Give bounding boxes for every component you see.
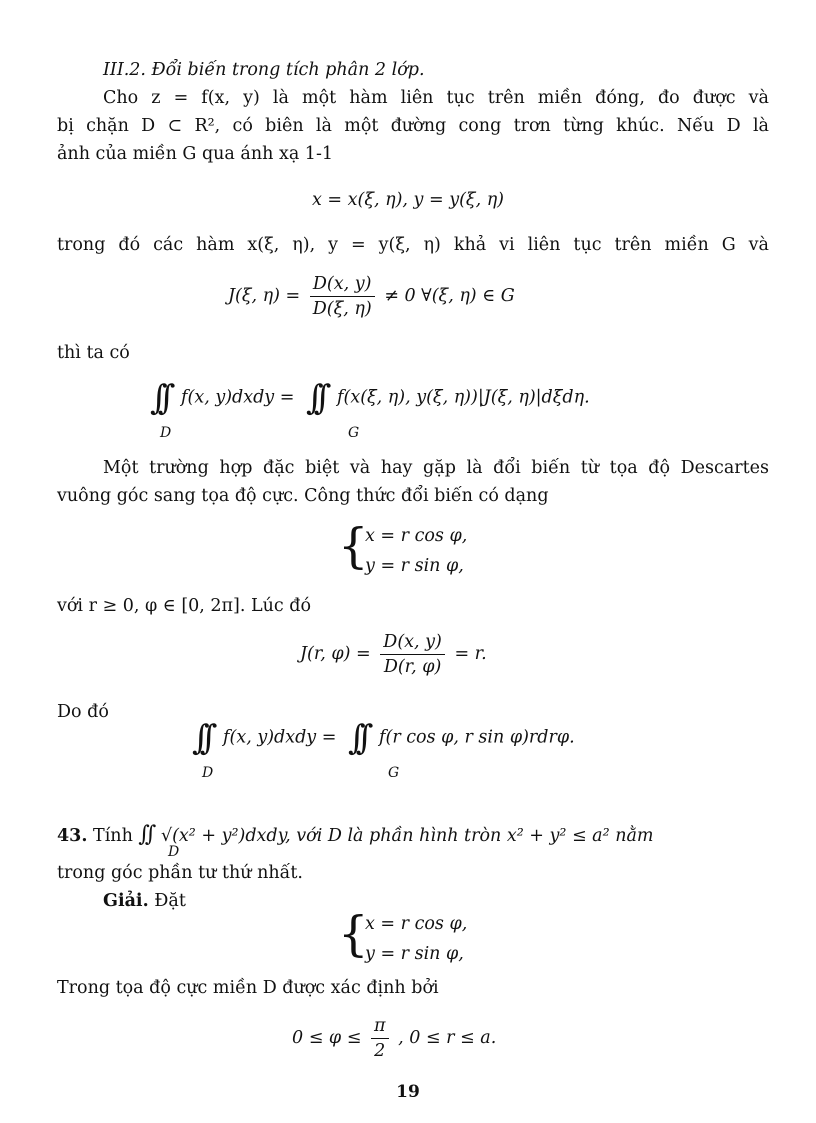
solution-text: Đặt [154,891,186,911]
solution-eq-1: x = r cos φ, [365,914,468,934]
domain-line: với r ≥ 0, φ ∈ [0, 2π]. Lúc đó [57,596,311,616]
solution-label: Giải. [103,891,149,911]
polar-intro-line-1: Một trường hợp đặc biệt và hay gặp là đổi biến từ tọa độ Descartes [103,458,769,478]
exercise-43-line-1 [57,822,769,847]
exercise-integrand: √(x² + y²)dxdy, với D là phần hình tròn x² + y² ≤ a² nằm [160,826,654,846]
bounds-lhs: 0 ≤ φ ≤ [292,1028,362,1048]
bounds-fraction [371,1014,389,1063]
double-integral-sign: ∫∫ [150,378,166,418]
jacobian-lhs: J(ξ, η) = [228,286,301,306]
polar-system-eq-2: y = r sin φ, [365,556,464,576]
jacobian-numerator: D(x, y) [310,272,375,297]
polar-jacobian-fraction [380,630,445,679]
region-subscript-d: D [160,425,172,441]
bounds-rhs: , 0 ≤ r ≤ a. [398,1028,497,1048]
intro-line-1: Cho z = f(x, y) là một hàm liên tục trên miền đóng, đo được và [103,88,769,108]
mapping-equation: x = x(ξ, η), y = y(ξ, η) [311,190,505,210]
double-integral-sign: ∫∫ [138,822,152,847]
bounds-denominator: 2 [374,1041,386,1061]
bounds-numerator: π [371,1014,389,1039]
jacobian-rhs: ≠ 0 ∀(ξ, η) ∈ G [384,286,515,306]
section-title: III.2. Đổi biến trong tích phân 2 lớp. [103,60,425,80]
page-number: 19 [396,1082,420,1102]
polar-formula-right: f(r cos φ, r sin φ)rdrφ. [379,727,575,748]
polar-jacobian-rhs: = r. [454,644,487,664]
do-do-text: Do đó [57,702,109,722]
change-of-variables-formula [150,378,590,438]
polar-system-eq-1: x = r cos φ, [365,526,468,546]
jacobian-denominator: D(ξ, η) [312,299,372,319]
exercise-text: Tính [93,826,133,846]
polar-integral-formula [192,718,575,778]
then-text: thì ta có [57,343,130,363]
solution-eq-2: y = r sin φ, [365,944,464,964]
jacobian-equation [228,272,515,321]
double-integral-sign: ∫∫ [348,718,364,758]
double-integral-sign: ∫∫ [192,718,208,758]
polar-jacobian-equation [300,630,487,679]
region-subscript-d: D [202,765,214,781]
system-brace: { [338,518,369,574]
exercise-number: 43. [57,826,88,846]
region-subscript-g: G [388,765,400,781]
polar-jacobian-denominator: D(r, φ) [383,657,442,677]
double-integral-sign: ∫∫ [306,378,322,418]
polar-formula-left: f(x, y)dxdy = [223,727,337,748]
formula-left: f(x, y)dxdy = [181,387,295,408]
exercise-43-line-2: trong góc phần tư thứ nhất. [57,863,303,883]
intro-line-2: bị chặn D ⊂ R², có biên là một đường cong trơn từng khúc. Nếu D là [57,116,769,136]
polar-intro-line-2: vuông góc sang tọa độ cực. Công thức đổi biến có dạng [57,486,549,506]
region-line: Trong tọa độ cực miền D được xác định bởi [57,978,439,998]
system-brace: { [338,906,369,962]
formula-right: f(x(ξ, η), y(ξ, η))|J(ξ, η)|dξdη. [337,387,590,408]
jacobian-fraction [310,272,375,321]
exercise-region-subscript: D [168,844,180,860]
intro-line-3: ảnh của miền G qua ánh xạ 1-1 [57,144,333,164]
condition-line: trong đó các hàm x(ξ, η), y = y(ξ, η) khả vi liên tục trên miền G và [57,235,769,255]
polar-jacobian-lhs: J(r, φ) = [300,644,371,664]
region-subscript-g: G [348,425,360,441]
solution-start [103,891,186,911]
polar-jacobian-numerator: D(x, y) [380,630,445,655]
polar-bounds [292,1014,496,1063]
